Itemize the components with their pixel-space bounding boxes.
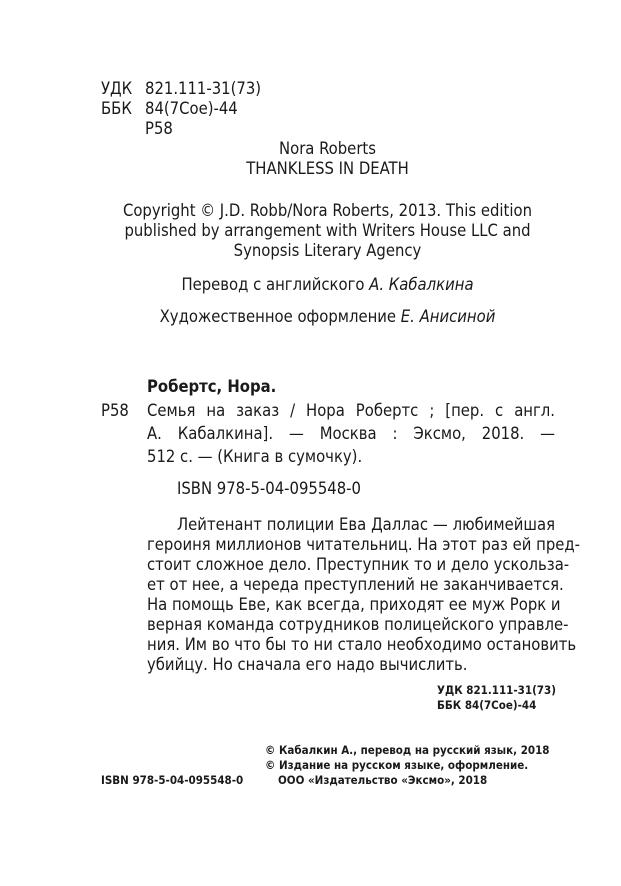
udk-value: 821.111-31(73) bbox=[145, 79, 262, 98]
translation-credit bbox=[100, 275, 555, 295]
design-credit bbox=[100, 307, 555, 327]
annotation-line: На помощь Еве, как всегда, приходят ее муж Рорк и bbox=[147, 595, 561, 614]
record-mark: Р58 bbox=[101, 401, 129, 420]
author-mark: Р58 bbox=[145, 119, 173, 138]
bbk-label: ББК bbox=[101, 99, 132, 118]
translation-prefix: Перевод с английского bbox=[181, 275, 365, 294]
annotation-line: верная команда сотрудников полицейского управле- bbox=[147, 615, 569, 634]
annotation-line: Лейтенант полиции Ева Даллас — любимейшая bbox=[177, 515, 555, 534]
footer-udk: УДК 821.111-31(73) bbox=[437, 683, 556, 697]
footer-isbn: ISBN 978-5-04-095548-0 bbox=[101, 773, 244, 787]
annotation-line: ет от нее, а череда преступлений не заканчивается. bbox=[147, 575, 564, 594]
annotation-line: стоит сложное дело. Преступник то и дело ускольза- bbox=[147, 555, 570, 574]
original-title: THANKLESS IN DEATH bbox=[246, 159, 409, 178]
record-line: А. Кабалкина]. — Москва : Эксмо, 2018. — bbox=[147, 424, 555, 443]
udk-label: УДК bbox=[101, 79, 133, 98]
footer-copyright-translation: © Кабалкин А., перевод на русский язык, 2018 bbox=[265, 743, 550, 757]
bbk-value: 84(7Сое)-44 bbox=[145, 99, 238, 118]
translator-name: А. Кабалкина bbox=[369, 275, 474, 294]
footer-bbk: ББК 84(7Сое)-44 bbox=[437, 698, 537, 712]
record-heading: Робертс, Нора. bbox=[147, 377, 277, 396]
record-isbn: ISBN 978-5-04-095548-0 bbox=[177, 479, 361, 498]
designer-name: Е. Анисиной bbox=[400, 307, 496, 326]
annotation-line: ния. Им во что бы то ни стало необходимо остановить bbox=[147, 635, 577, 654]
annotation-line: убийцу. Но сначала его надо вычислить. bbox=[147, 655, 468, 674]
record-line: Семья на заказ / Нора Робертс ; [пер. с англ. bbox=[147, 401, 555, 420]
record-line: 512 с. — (Книга в сумочку). bbox=[147, 447, 363, 466]
footer-publisher: ООО «Издательство «Эксмо», 2018 bbox=[278, 773, 488, 787]
original-author: Nora Roberts bbox=[279, 139, 376, 158]
footer-copyright-edition: © Издание на русском языке, оформление. bbox=[265, 758, 529, 772]
copyright-line: Copyright © J.D. Robb/Nora Roberts, 2013. This edition bbox=[122, 201, 532, 220]
copyright-line: Synopsis Literary Agency bbox=[233, 241, 422, 260]
annotation-line: героиня миллионов читательниц. На этот раз ей пред- bbox=[147, 535, 581, 554]
copyright-line: published by arrangement with Writers House LLC and bbox=[124, 221, 531, 240]
design-prefix: Художественное оформление bbox=[159, 307, 397, 326]
